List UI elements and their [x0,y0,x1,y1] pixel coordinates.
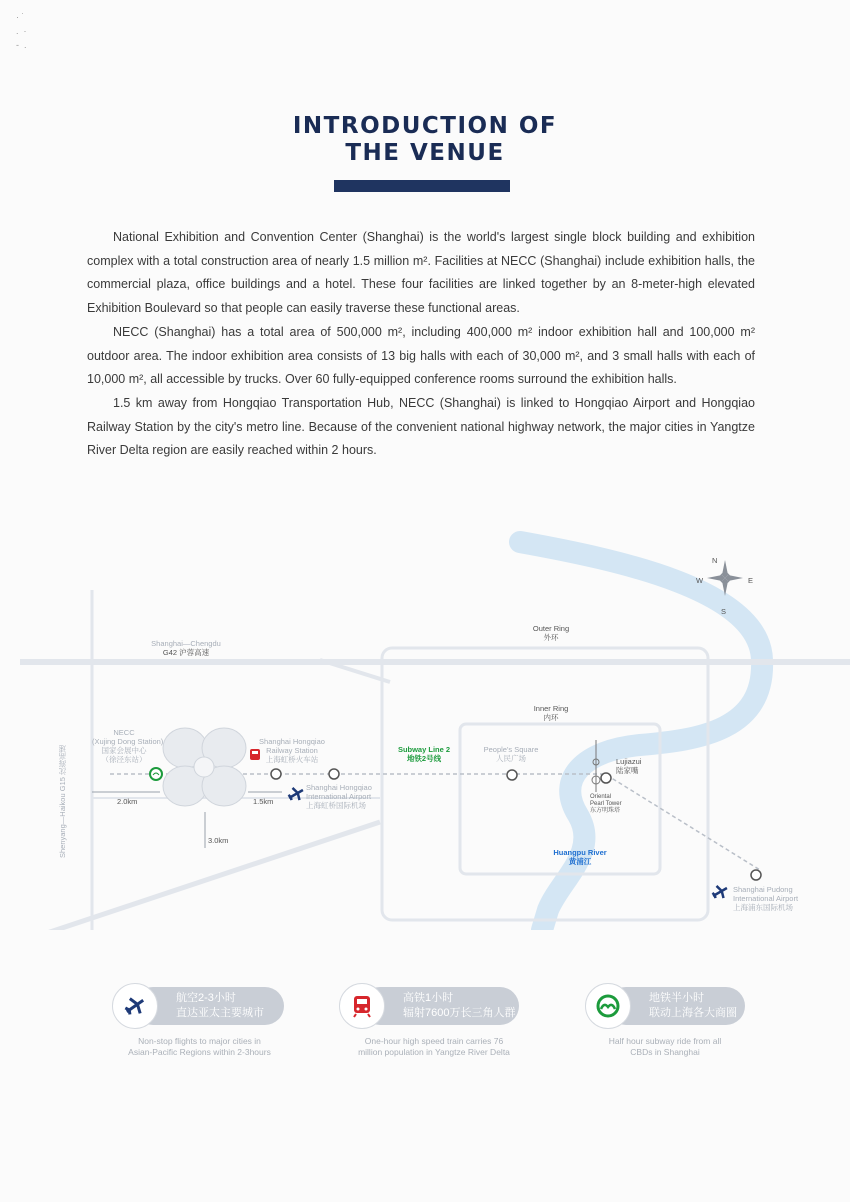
feature-rail [339,987,529,1067]
subway-line-2-label: Subway Line 2 地铁2号线 [397,745,451,763]
metro-station-icon [601,773,611,783]
airplane-icon [286,784,307,804]
feature-air-pill: 航空2-3小时 直达亚太主要城市 [134,987,284,1025]
inner-ring-label: Inner Ring 内环 [533,704,569,722]
necc-label: NECC (Xujing Dong Station) 国家会展中心 （徐泾东站） [92,728,164,764]
compass-w: W [696,576,704,585]
distance-1-5km: 1.5km [253,797,274,806]
metro-station-icon [751,870,761,880]
metro-icon [585,983,631,1029]
feature-metro [585,987,745,1067]
feature-air [112,987,287,1067]
feature-metro-caption: Half hour subway ride from all CBDs in Shanghai [608,1036,722,1057]
title-line-2: THE VENUE [345,140,505,166]
diagonal-highway [20,822,380,930]
necc-building-icon [163,728,246,806]
compass-s: S [721,607,727,616]
outer-ring-label: Outer Ring 外环 [532,624,570,642]
feature-air-caption: Non-stop flights to major cities in Asian-Pacific Regions within 2-3hours [128,1036,271,1057]
metro-station-icon [271,769,281,779]
distance-3km: 3.0km [208,836,229,845]
compass-e: E [748,576,754,585]
title-underline-bar [334,180,510,192]
distance-2km: 2.0km [117,797,138,806]
paragraph-2: NECC (Shanghai) has a total area of 500,000 m², including 400,000 m² indoor exhibition hall and 100,000 m² outdoor area. The indoor exhibition area consists of 13 big halls with each of 30,000 m², and 3 small halls with each of 10,000 m², all accessible by trucks. Over 60 fully-equipped conference rooms surround the exhibition halls. [87,324,755,387]
highway-g15-label: Shenyang—Haikou G15 沈海高速 [58,745,67,858]
title-line-1: INTRODUCTION OF [292,113,558,139]
airplane-icon [112,983,158,1029]
airplane-icon [710,882,731,902]
peoples-square-label: People's Square 人民广场 [483,745,539,763]
compass-n: N [712,556,718,565]
metro-station-icon [150,768,162,780]
pudong-airport-label: Shanghai Pudong International Airport 上海浦东国际机场 [733,885,799,912]
highway-g42-label: Shanghai—Chengdu G42 沪蓉高速 [151,639,221,657]
feature-metro-pill: 地铁半小时 联动上海各大商圈 [607,987,745,1025]
paragraph-3: 1.5 km away from Hongqiao Transportation Hub, NECC (Shanghai) is linked to Hongqiao Airport and Hongqiao Railway Station by the city's metro line. Because of the convenient national highway network, the major cities in Yangtze River Delta region are easily reached within 2 hours. [87,395,755,458]
intro-text [87,226,755,463]
feature-rail-pill: 高铁1小时 辐射7600万长三角人群 [361,987,519,1025]
huangpu-river [520,542,762,930]
paragraph-1: National Exhibition and Convention Center (Shanghai) is the world's largest single block building and exhibition complex with a total construction area of nearly 1.5 million m². Facilities at NECC (Shanghai) include exhibition halls, the commercial plaza, office buildings and a hotel. These four facilities are linked together by an 8-meter-high elevated Exhibition Boulevard so that people can easily traverse these functional areas. [87,230,755,316]
lujiazui-label: Lujiazui 陆家嘴 [616,757,642,775]
metro-station-icon [507,770,517,780]
train-icon [339,983,385,1029]
page-title [0,113,850,167]
hongqiao-airport-label: Shanghai Hongqiao International Airport 上海虹桥国际机场 [306,783,372,810]
scan-specks: · ˙ . · - . [16,12,27,50]
feature-rail-caption: One-hour high speed train carries 76 million population in Yangtze River Delta [358,1036,510,1057]
railway-station-label: Shanghai Hongqiao Railway Station 上海虹桥火车站 [259,737,325,764]
huangpu-river-label: Huangpu River 黄浦江 [553,848,607,866]
pearl-tower-label: Oriental Pearl Tower 东方明珠塔 [590,794,622,814]
location-map [0,530,850,930]
metro-station-icon [329,769,339,779]
